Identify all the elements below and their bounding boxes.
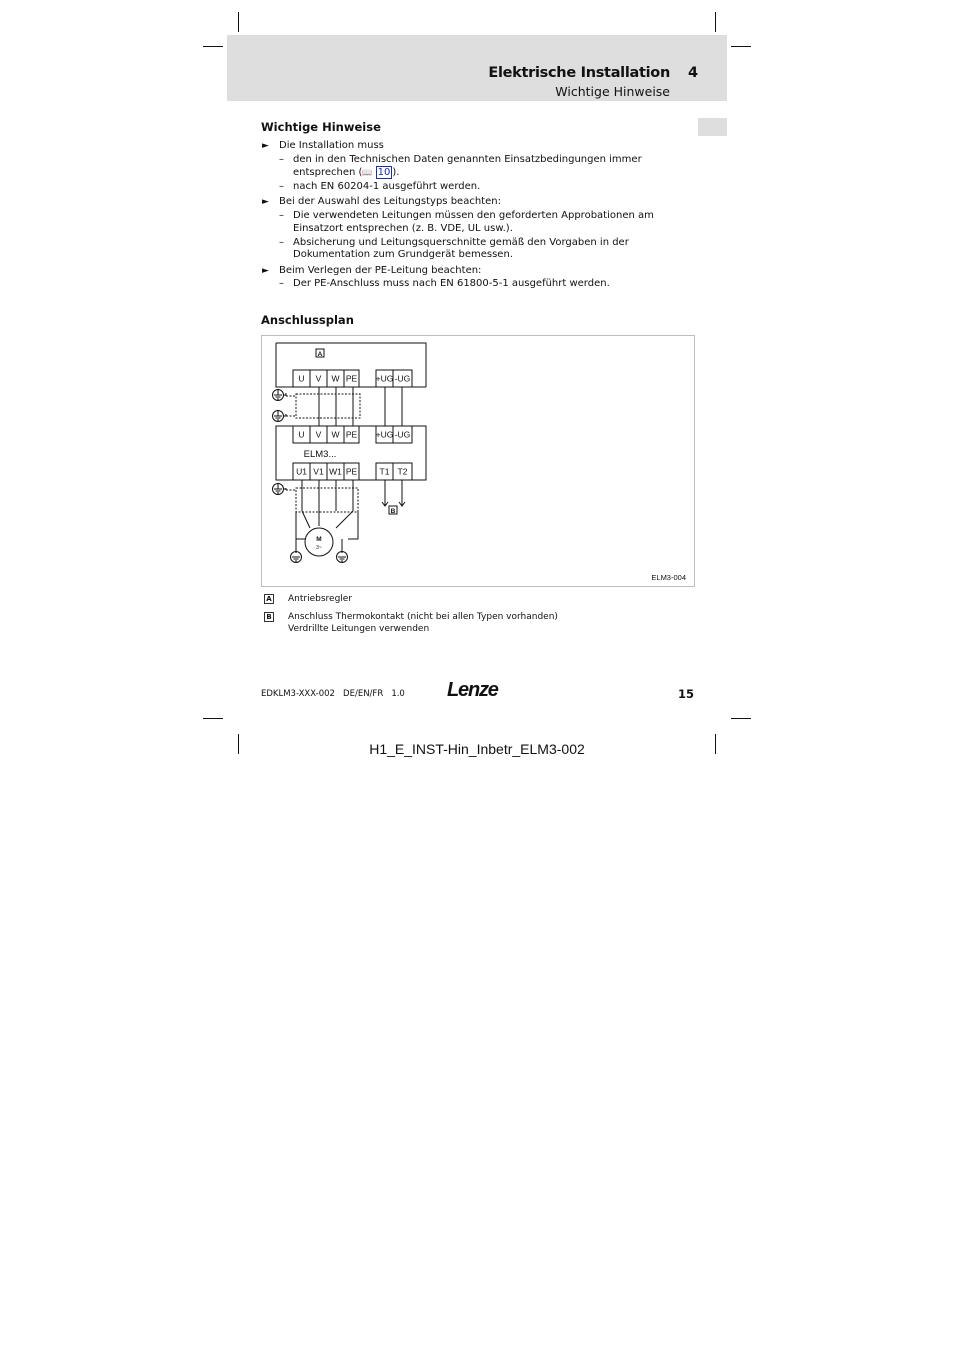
legend-text: Antriebsregler: [288, 594, 353, 604]
terminal-label: T2: [397, 466, 408, 477]
diagram-label-a: A: [317, 351, 323, 358]
filename-caption: H1_E_INST-Hin_Inbetr_ELM3-002: [369, 741, 585, 757]
chapter-number: 4: [688, 65, 699, 81]
wiring-diagram: [261, 335, 695, 587]
device-name: ELM3...: [303, 449, 337, 460]
list-item: Der PE-Anschluss muss nach EN 61800-5-1 ausgeführt werden.: [293, 278, 610, 289]
terminal-label: W1: [329, 466, 342, 477]
legend-key-a: A: [264, 594, 274, 604]
ground-icon: [273, 389, 287, 401]
terminal-label: W: [331, 373, 340, 384]
list-dash: –: [279, 181, 284, 192]
list-item: Beim Verlegen der PE-Leitung beachten:: [279, 265, 482, 276]
list-bullet: ►: [262, 141, 269, 151]
thumb-tab: [698, 118, 727, 136]
list-dash: –: [279, 154, 284, 165]
legend-text: Verdrillte Leitungen verwenden: [288, 624, 430, 634]
chapter-title: Elektrische Installation: [488, 65, 670, 81]
list-item: [293, 167, 399, 179]
terminal-label: PE: [345, 373, 358, 384]
terminal-label: W: [331, 429, 340, 440]
ground-icon: [273, 410, 287, 422]
page-number: 15: [678, 687, 695, 701]
motor-sublabel: 3~: [316, 545, 322, 551]
terminal-label: +UG: [375, 373, 394, 384]
terminal-label: -UG: [394, 373, 411, 384]
list-item: Bei der Auswahl des Leitungstyps beachten:: [279, 196, 501, 207]
list-dash: –: [279, 278, 284, 289]
legend-text: Anschluss Thermokontakt (nicht bei allen Typen vorhanden): [288, 612, 558, 622]
crop-mark: [731, 46, 751, 47]
list-bullet: ►: [262, 197, 269, 207]
page-reference-link[interactable]: 10: [377, 167, 391, 178]
terminal-label: T1: [379, 466, 390, 477]
crop-mark: [238, 12, 239, 32]
list-item: Die Installation muss: [279, 140, 384, 151]
diagram-label-b: B: [390, 508, 396, 515]
list-item: Die verwendeten Leitungen müssen den geforderten Approbationen am: [293, 210, 654, 221]
list-dash: –: [279, 237, 284, 248]
crop-mark: [715, 12, 716, 32]
list-bullet: ►: [262, 266, 269, 276]
list-dash: –: [279, 210, 284, 221]
list-item: Einsatzort entsprechen (z. B. VDE, UL usw.).: [293, 223, 513, 234]
terminal-label: PE: [345, 429, 358, 440]
book-icon: 📖: [362, 168, 373, 177]
list-item: nach EN 60204-1 ausgeführt werden.: [293, 181, 481, 192]
legend-key-b: B: [264, 612, 274, 622]
terminal-label: V1: [313, 466, 324, 477]
crop-mark: [203, 46, 223, 47]
lenze-logo: Lenze: [447, 679, 498, 701]
ground-icon: [273, 483, 287, 495]
list-item: Dokumentation zum Grundgerät bemessen.: [293, 249, 513, 260]
crop-mark: [731, 718, 751, 719]
list-item-text: ).: [392, 167, 400, 178]
terminal-label: U1: [296, 466, 307, 477]
list-item: den in den Technischen Daten genannten Einsatzbedingungen immer: [293, 154, 642, 165]
terminal-label: +UG: [375, 429, 394, 440]
terminal-label: U: [298, 429, 305, 440]
list-item: Absicherung und Leitungsquerschnitte gemäß den Vorgaben in der: [293, 237, 629, 248]
ground-icon: [291, 552, 302, 563]
terminal-label: U: [298, 373, 305, 384]
document-id: EDKLM3-XXX-002 DE/EN/FR 1.0: [261, 689, 405, 699]
crop-mark: [203, 718, 223, 719]
terminal-label: V: [315, 429, 322, 440]
terminal-label: -UG: [394, 429, 411, 440]
wiring-diagram-svg: [262, 336, 694, 586]
ground-icon: [337, 552, 348, 563]
figure-id: ELM3-004: [651, 573, 686, 582]
chapter-subtitle: Wichtige Hinweise: [555, 84, 670, 99]
section-heading-anschlussplan: Anschlussplan: [261, 313, 354, 327]
section-heading-hinweise: Wichtige Hinweise: [261, 120, 381, 134]
list-item-text: entsprechen (: [293, 167, 363, 178]
motor-label: M: [316, 536, 322, 543]
terminal-label: V: [315, 373, 322, 384]
terminal-label: PE: [345, 466, 358, 477]
